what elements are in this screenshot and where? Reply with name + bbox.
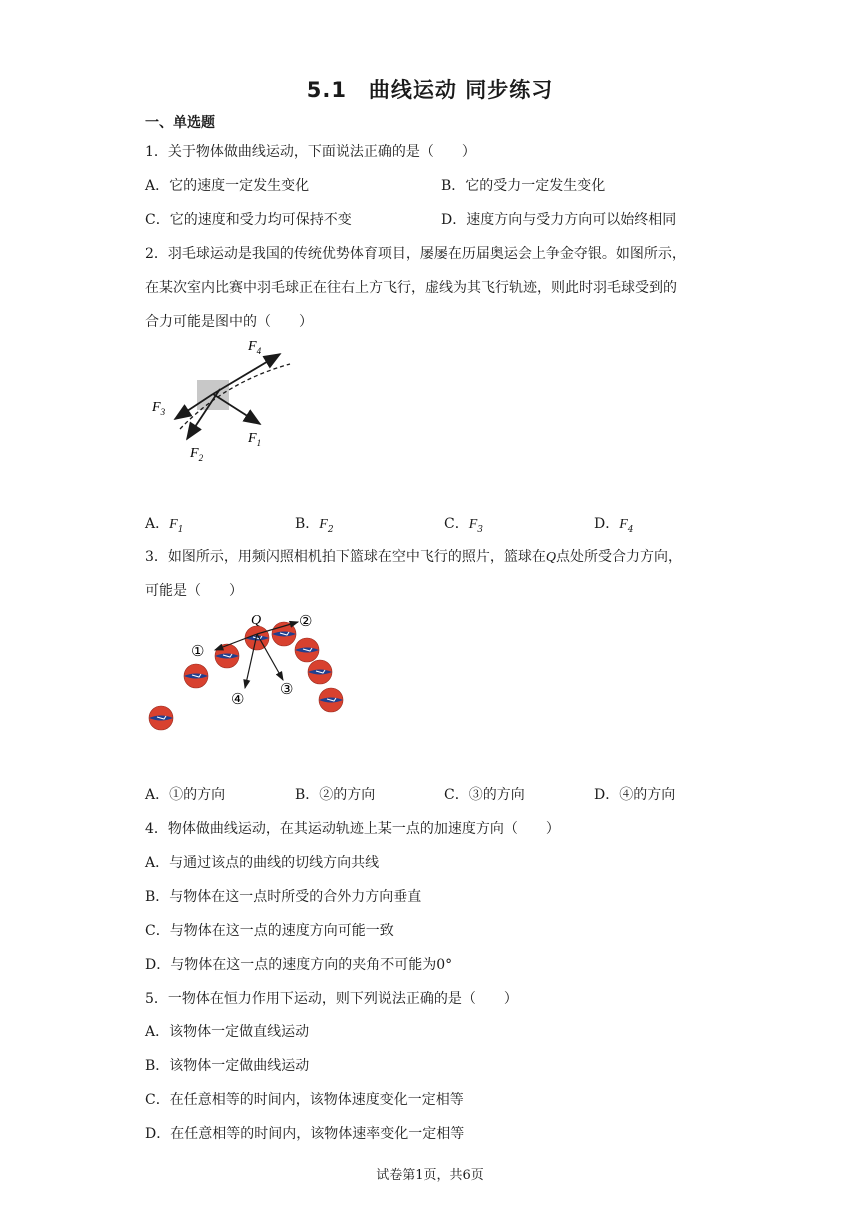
q1-option-b: B．它的受力一定发生变化 <box>441 178 606 194</box>
q1-option-d: D．速度方向与受力方向可以始终相同 <box>441 212 677 228</box>
q5-option-a: A．该物体一定做直线运动 <box>145 1024 310 1040</box>
q5-option-b: B．该物体一定做曲线运动 <box>145 1058 310 1074</box>
svg-text:F2 <box>189 446 204 463</box>
question-4-stem: 4．物体做曲线运动，在其运动轨迹上某一点的加速度方向（ ） <box>145 821 560 837</box>
flight-trajectory <box>180 364 290 429</box>
basketball <box>319 688 343 712</box>
q5-option-c: C．在任意相等的时间内，该物体速度变化一定相等 <box>145 1092 464 1108</box>
f4-label: F <box>248 339 257 354</box>
f3-label: F <box>152 400 161 415</box>
question-2-stem-line-1: 2．羽毛球运动是我国的传统优势体育项目，屡屡在历届奥运会上争金夺银。如图所示， <box>145 246 686 262</box>
q4-option-c: C．与物体在这一点的速度方向可能一致 <box>145 923 394 939</box>
direction-2-label: ② <box>299 612 313 630</box>
basketball <box>149 706 173 730</box>
basketball-strobe-figure <box>145 608 355 738</box>
q2-option-a: A．$F_1$ <box>145 516 184 535</box>
force-f4-arrow <box>213 354 280 394</box>
question-3-stem-line-1: 3．如图所示，用频闪照相机拍下篮球在空中飞行的照片，篮球在Q点处所受合力方向， <box>145 549 683 565</box>
svg-text:F3 <box>151 400 166 417</box>
f2-label: F <box>190 446 199 461</box>
section-heading: 一、单选题 <box>145 115 215 131</box>
question-3-stem-line-2: 可能是（ ） <box>145 583 243 599</box>
q1-option-c: C．它的速度和受力均可保持不变 <box>145 212 352 228</box>
question-2-stem-line-2: 在某次室内比赛中羽毛球正在往右上方飞行，虚线为其飞行轨迹，则此时羽毛球受到的 <box>145 280 677 296</box>
f1-label: F <box>248 431 257 446</box>
shuttlecock-force-diagram <box>145 334 315 469</box>
q3-option-b: B．②的方向 <box>295 787 376 803</box>
basketball <box>295 638 319 662</box>
question-1-stem: 1．关于物体做曲线运动，下面说法正确的是（ ） <box>145 144 476 160</box>
question-2-stem-line-3: 合力可能是图中的（ ） <box>145 314 313 330</box>
q3-option-a: A．①的方向 <box>145 787 226 803</box>
q3-option-d: D．④的方向 <box>594 787 676 803</box>
page-title: 5.1 曲线运动 同步练习 <box>306 78 554 102</box>
page-footer: 试卷第1页，共6页 <box>376 1168 484 1183</box>
basketball <box>184 664 208 688</box>
q2-option-b: B．$F_2$ <box>295 516 334 535</box>
f1-sub: 1 <box>256 438 262 448</box>
direction-4-label: ④ <box>231 690 245 708</box>
question-5-stem: 5．一物体在恒力作用下运动，则下列说法正确的是（ ） <box>145 991 518 1007</box>
f2-sub: 2 <box>198 453 204 463</box>
q4-option-d: D．与物体在这一点的速度方向的夹角不可能为0° <box>145 957 453 973</box>
q4-option-a: A．与通过该点的曲线的切线方向共线 <box>145 855 380 871</box>
basketball <box>308 660 332 684</box>
q3-option-c: C．③的方向 <box>444 787 525 803</box>
q4-option-b: B．与物体在这一点时所受的合外力方向垂直 <box>145 889 422 905</box>
q1-option-a: A．它的速度一定发生变化 <box>145 178 310 194</box>
q-point-label: Q <box>251 613 262 628</box>
svg-text:F4 <box>247 339 262 356</box>
q5-option-d: D．在任意相等的时间内，该物体速率变化一定相等 <box>145 1126 465 1142</box>
direction-3-label: ③ <box>280 680 294 698</box>
svg-text:F1 <box>247 431 261 448</box>
basketball <box>215 644 239 668</box>
f3-sub: 3 <box>160 407 166 417</box>
q2-option-d: D．$F_4$ <box>594 516 634 535</box>
direction-1-label: ① <box>191 642 205 660</box>
q2-option-c: C．$F_3$ <box>444 516 484 535</box>
f4-sub: 4 <box>256 346 262 356</box>
basketball <box>245 626 269 650</box>
